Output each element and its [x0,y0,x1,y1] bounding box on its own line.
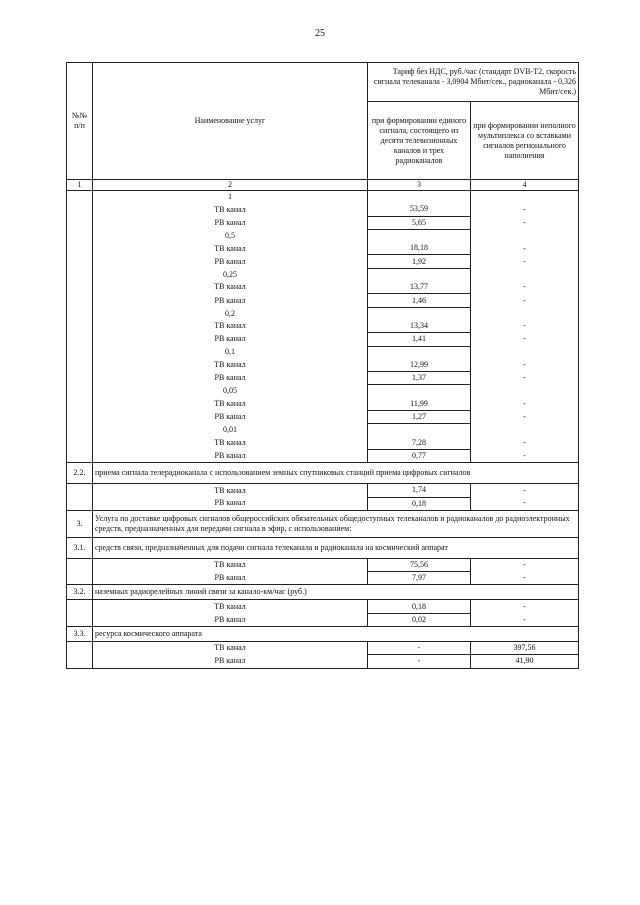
value-col3: 18,18 [368,242,471,255]
value-col4: - [471,613,579,626]
value-col3: 75,56 [368,558,471,571]
value-col4: - [471,398,579,411]
value-col4: - [471,242,579,255]
value-col4: - [471,203,579,216]
section-title: наземных радиорелейных линий связи за канало-км/час (руб.) [93,585,579,600]
header-service-name: Наименование услуг [93,63,368,180]
tv-channel-label: ТВ канал [93,320,368,333]
tv-channel-label: ТВ канал [93,203,368,216]
value-col3: 1,92 [368,255,471,268]
value-col4: - [471,437,579,450]
value-col4: - [471,281,579,294]
rv-channel-label: РВ канал [93,294,368,307]
level-label: 0,2 [93,307,368,320]
value-col4: - [471,558,579,571]
tv-channel-label: ТВ канал [93,242,368,255]
value-col4: - [471,600,579,613]
value-col4: - [471,449,579,462]
value-col3: 1,74 [368,484,471,497]
rv-channel-label: РВ канал [93,255,368,268]
value-col3: 0,02 [368,613,471,626]
tv-channel-label: ТВ канал [93,398,368,411]
value-col4: 41,90 [471,655,579,668]
value-col3: 7,97 [368,572,471,585]
section-title: ресурса космического аппарата [93,627,579,642]
rv-channel-label: РВ канал [93,613,368,626]
rv-channel-label: РВ канал [93,449,368,462]
value-col3: 0,77 [368,449,471,462]
tv-channel-label: ТВ канал [93,437,368,450]
header-col4: при формировании неполного мультиплекса со вставками сигналов регионального наполнения [471,102,579,180]
section-number: 3. [67,510,93,537]
value-col4: - [471,333,579,346]
value-col3: 13,34 [368,320,471,333]
value-col4: - [471,294,579,307]
value-col4: - [471,320,579,333]
section-title: приема сигнала телерадиоканала с использованием земных спутниковых станций приема цифровых сигналов [93,463,579,484]
header-number: №№ п/п [67,63,93,180]
value-col3: 1,46 [368,294,471,307]
section-title: средств связи, предназначенных для подачи сигнала телеканала и радиоканала на космический аппарат [93,537,579,558]
level-label: 0,25 [93,268,368,281]
value-col4: - [471,359,579,372]
section-number: 3.3. [67,627,93,642]
section-number: 3.1. [67,537,93,558]
rv-channel-label: РВ канал [93,497,368,510]
rv-channel-label: РВ канал [93,372,368,385]
index-4: 4 [471,180,579,191]
value-col4: - [471,572,579,585]
rv-channel-label: РВ канал [93,333,368,346]
value-col3: 5,65 [368,216,471,229]
value-col3: 1,41 [368,333,471,346]
value-col4: 397,56 [471,642,579,655]
value-col3: 53,59 [368,203,471,216]
value-col4: - [471,484,579,497]
value-col3: - [368,655,471,668]
header-tariff: Тариф без НДС, руб./час (стандарт DVB-T2, скорость сигнала телеканала - 3,0904 Мбит/сек., радиоканала - 0,326 Мбит/сек.) [368,63,579,102]
level-label: 0,01 [93,424,368,437]
value-col3: 0,18 [368,600,471,613]
rv-channel-label: РВ канал [93,411,368,424]
tv-channel-label: ТВ канал [93,642,368,655]
level-label: 0,05 [93,385,368,398]
rv-channel-label: РВ канал [93,572,368,585]
value-col4: - [471,497,579,510]
value-col4: - [471,411,579,424]
value-col3: - [368,642,471,655]
rv-channel-label: РВ канал [93,655,368,668]
level-label: 0,5 [93,229,368,242]
tv-channel-label: ТВ канал [93,281,368,294]
page-number: 25 [315,28,325,39]
value-col3: 1,27 [368,411,471,424]
value-col4: - [471,255,579,268]
section-number: 2.2. [67,463,93,484]
tv-channel-label: ТВ канал [93,484,368,497]
section-number: 3.2. [67,585,93,600]
value-col3: 13,77 [368,281,471,294]
value-col4: - [471,216,579,229]
tv-channel-label: ТВ канал [93,600,368,613]
tariff-table [66,62,579,669]
value-col3: 11,99 [368,398,471,411]
value-col3: 0,18 [368,497,471,510]
index-1: 1 [67,180,93,191]
value-col3: 1,37 [368,372,471,385]
header-col3: при формировании единого сигнала, состоящего из десяти телевизионных каналов и трех радиоканалов [368,102,471,180]
level-label: 0,1 [93,346,368,359]
value-col3: 7,28 [368,437,471,450]
tv-channel-label: ТВ канал [93,359,368,372]
index-3: 3 [368,180,471,191]
section-title: Услуга по доставке цифровых сигналов общероссийских обязательных общедоступных телеканалов и радиоканалов до радиоэлектронных средств, предназначенных для передачи сигнала в эфир, с использованием: [93,510,579,537]
level-label: 1 [93,191,368,204]
value-col3: 12,99 [368,359,471,372]
value-col4: - [471,372,579,385]
rv-channel-label: РВ канал [93,216,368,229]
index-2: 2 [93,180,368,191]
tv-channel-label: ТВ канал [93,558,368,571]
